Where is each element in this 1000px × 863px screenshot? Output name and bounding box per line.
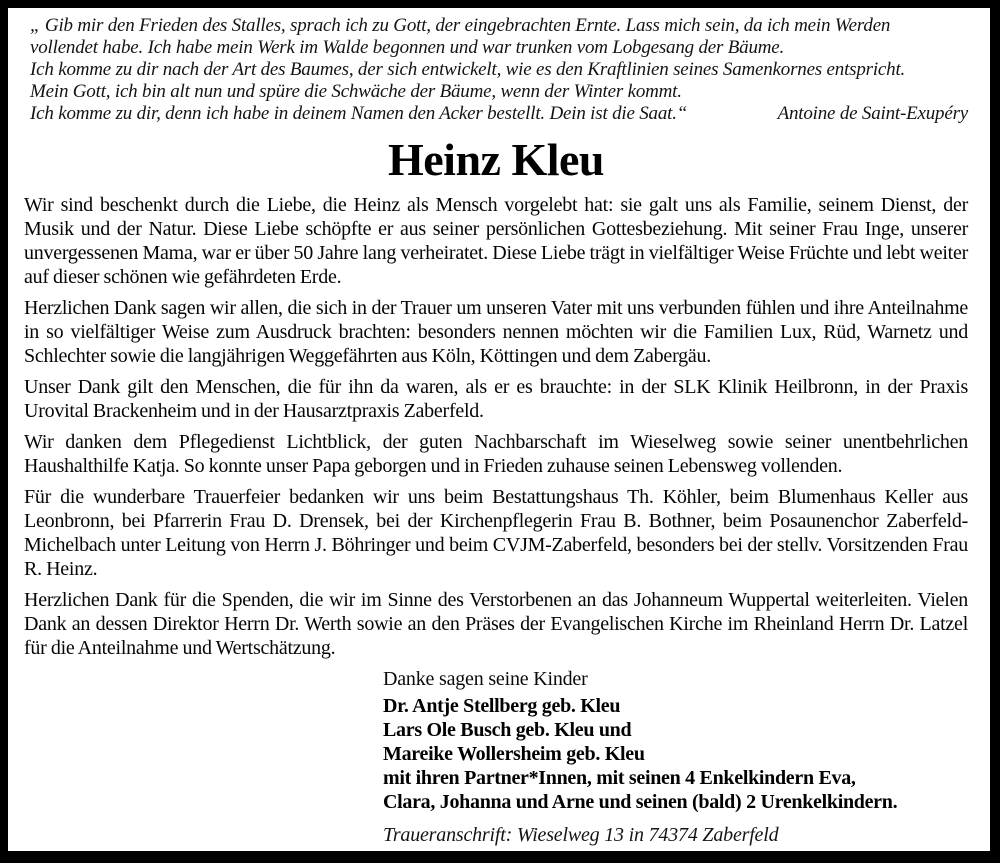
closing-intro: Danke sagen seine Kinder: [383, 668, 588, 690]
deceased-name-title: Heinz Kleu: [387, 134, 605, 185]
paragraph-thanks-medical: Unser Dank gilt den Menschen, die für ihn da waren, als er es brauchte: in der SLK Klinik Heilbronn, in der Praxis Urovital Brackenheim und in der Hausarztpraxis Zaberfeld.: [24, 376, 968, 422]
quote-line: „ Gib mir den Frieden des Stalles, sprach ich zu Gott, der eingebrachten Ernte. Lass mich sein, da ich mein Werden: [30, 15, 891, 36]
obituary-body: [24, 193, 968, 660]
paragraph-thanks-care: Wir danken dem Pflegedienst Lichtblick, der guten Nachbarschaft im Wieselweg sowie seiner unentbehrlichen Haushalthilfe Katja. So konnte unser Papa geborgen und in Frieden zuhause seinen Lebensweg vollenden.: [24, 431, 968, 477]
quote-line: vollendet habe. Ich habe mein Werk im Walde begonnen und war trunken vom Lobgesang der Bäume.: [30, 37, 785, 58]
signature-line: mit ihren Partner*Innen, mit seinen 4 Enkelkindern Eva,: [383, 767, 856, 789]
paragraph-thanks-funeral: Für die wunderbare Trauerfeier bedanken wir uns beim Bestattungshaus Th. Köhler, beim Blumenhaus Keller aus Leonbronn, bei Pfarrerin Frau D. Drensek, bei der Kirchenpflegerin Frau B. Bothner, beim Posaunenchor Zaberfeld-Michelbach unter Leitung von Herrn J. Böhringer und beim CVJM-Zaberfeld, besonders bei der stellv. Vorsitzenden Frau R. Heinz.: [24, 486, 968, 580]
signature-line: Dr. Antje Stellberg geb. Kleu: [383, 695, 621, 717]
mourning-address: Traueranschrift: Wieselweg 13 in 74374 Zaberfeld: [383, 824, 779, 846]
closing-block: [383, 667, 968, 847]
quote-line: Mein Gott, ich bin alt nun und spüre die Schwäche der Bäume, wenn der Winter kommt.: [30, 81, 682, 102]
obituary-page: [8, 8, 990, 851]
quote-block: [30, 15, 968, 125]
paragraph-thanks-donations: Herzlichen Dank für die Spenden, die wir im Sinne des Verstorbenen an das Johanneum Wuppertal weiterleiten. Vielen Dank an dessen Direktor Herrn Dr. Werth sowie an den Präses der Evangelischen Kirche im Rheinland Herrn Dr. Latzel für die Anteilnahme und Wertschätzung.: [24, 589, 968, 659]
quote-last-line: [30, 103, 968, 125]
paragraph-family-intro: Wir sind beschenkt durch die Liebe, die Heinz als Mensch vorgelebt hat: sie galt uns als Familie, seinem Dienst, der Musik und der Natur. Diese Liebe schöpfte er aus seiner persönlichen Gottesbeziehung. Mit seiner Frau Inge, unserer unvergessenen Mama, war er über 50 Jahre lang verheiratet. Diese Liebe trägt in vielfältiger Weise Früchte und lebt weiter auf dieser schönen wie gefährdeten Erde.: [24, 194, 968, 288]
signature-line: Clara, Johanna und Arne und seinen (bald) 2 Urenkelkindern.: [383, 791, 898, 813]
quote-attribution: Antoine de Saint-Exupéry: [777, 103, 968, 124]
signature-line: Lars Ole Busch geb. Kleu und: [383, 719, 632, 741]
signature-line: Mareike Wollersheim geb. Kleu: [383, 743, 645, 765]
paragraph-thanks-mourners: Herzlichen Dank sagen wir allen, die sich in der Trauer um unseren Vater mit uns verbunden fühlen und ihre Anteilnahme in so vielfältiger Weise zum Ausdruck brachten: besonders nennen möchten wir die Familien Lux, Rüd, Warnetz und Schlechter sowie die langjährigen Weggefährten aus Köln, Köttingen und dem Zabergäu.: [24, 297, 968, 367]
quote-line: Ich komme zu dir, denn ich habe in deinem Namen den Acker bestellt. Dein ist die Saat.“: [30, 103, 688, 124]
quote-line: Ich komme zu dir nach der Art des Baumes, der sich entwickelt, wie es den Kraftlinien seines Samenkornes entspricht.: [30, 59, 906, 80]
